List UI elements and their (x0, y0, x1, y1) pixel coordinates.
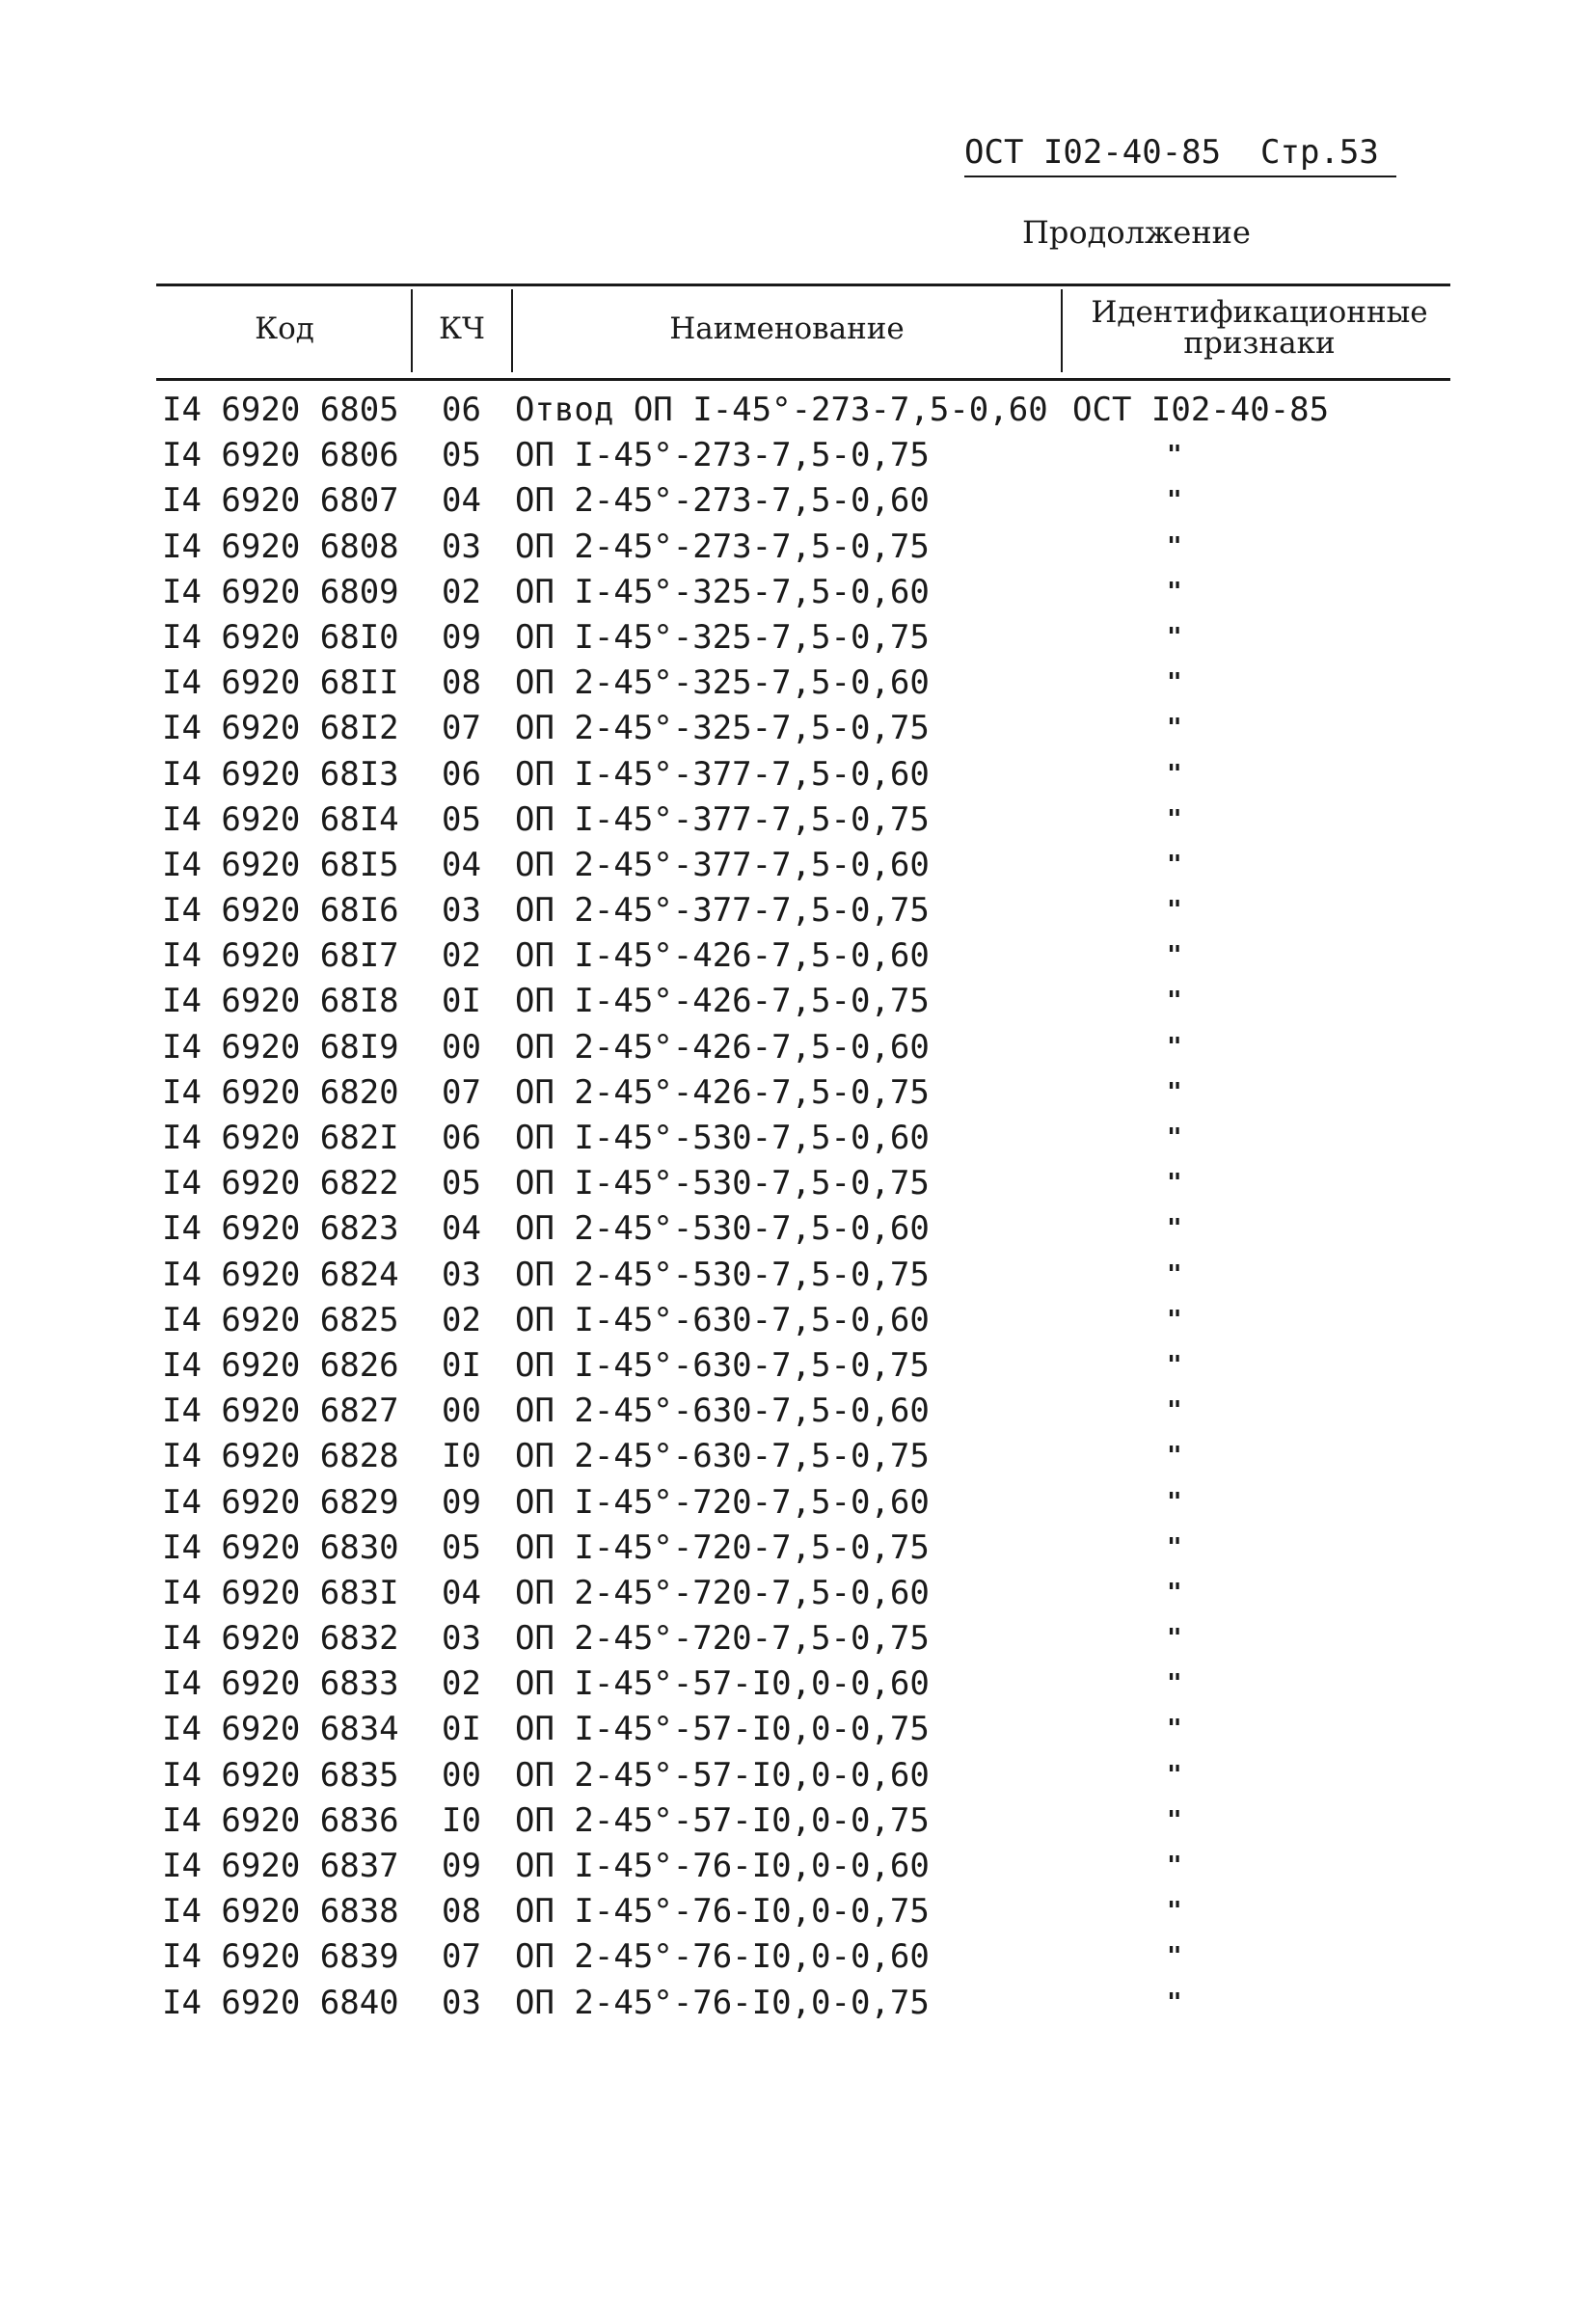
row-kch: 05 (442, 1527, 481, 1567)
row-name: ОП I-45°-720-7,5-0,60 (515, 1482, 930, 1522)
table-row (0, 661, 1595, 706)
row-code: I4 6920 68I7 (162, 936, 399, 976)
row-name: ОП 2-45°-426-7,5-0,60 (515, 1027, 930, 1067)
row-kch: 00 (442, 1027, 481, 1067)
row-kch: 07 (442, 709, 481, 748)
table-row (0, 1889, 1595, 1934)
table-row (0, 1434, 1595, 1479)
table-row (0, 1116, 1595, 1161)
table-row (0, 1844, 1595, 1889)
row-identification: " (1167, 1442, 1182, 1472)
table-row (0, 1981, 1595, 2026)
row-kch: 05 (442, 1164, 481, 1203)
row-name: ОП I-45°-325-7,5-0,60 (515, 572, 930, 611)
row-kch: 09 (442, 1482, 481, 1522)
table-row (0, 1480, 1595, 1526)
row-code: I4 6920 68I2 (162, 709, 399, 748)
row-name: ОП I-45°-57-I0,0-0,75 (515, 1710, 930, 1749)
row-kch: 09 (442, 617, 481, 657)
row-code: I4 6920 6827 (162, 1392, 399, 1431)
row-code: I4 6920 68I0 (162, 617, 399, 657)
row-identification: ОСТ I02-40-85 (1072, 391, 1330, 429)
table-body (0, 388, 1595, 2026)
row-kch: 02 (442, 1300, 481, 1339)
row-kch: 0I (442, 982, 481, 1021)
row-name: ОП I-45°-630-7,5-0,60 (515, 1300, 930, 1339)
row-kch: 06 (442, 391, 481, 429)
row-name: ОП I-45°-377-7,5-0,60 (515, 754, 930, 794)
column-divider (1061, 289, 1063, 372)
row-code: I4 6920 6820 (162, 1072, 399, 1112)
row-kch: 04 (442, 481, 481, 521)
row-kch: 08 (442, 663, 481, 703)
row-name: ОП I-45°-530-7,5-0,75 (515, 1164, 930, 1203)
row-identification: " (1167, 1077, 1182, 1107)
row-code: I4 6920 68I6 (162, 891, 399, 931)
row-kch: 00 (442, 1755, 481, 1795)
row-name: ОП I-45°-426-7,5-0,75 (515, 982, 930, 1021)
table-row (0, 888, 1595, 933)
table-row (0, 1662, 1595, 1707)
table-row (0, 478, 1595, 524)
row-name: Отвод ОП I-45°-273-7,5-0,60 (515, 391, 1048, 429)
table-row (0, 1798, 1595, 1844)
row-identification: " (1167, 1805, 1182, 1835)
row-code: I4 6920 6838 (162, 1892, 399, 1932)
row-code: I4 6920 6823 (162, 1209, 399, 1249)
table-row (0, 1206, 1595, 1252)
row-identification: " (1167, 986, 1182, 1016)
table-row (0, 933, 1595, 979)
row-code: I4 6920 6832 (162, 1619, 399, 1659)
row-identification: " (1167, 577, 1182, 607)
table-row (0, 615, 1595, 661)
row-code: I4 6920 6837 (162, 1847, 399, 1885)
column-divider (411, 289, 413, 372)
row-name: ОП I-45°-377-7,5-0,75 (515, 799, 930, 839)
row-kch: 03 (442, 527, 481, 566)
row-identification: " (1167, 1305, 1182, 1335)
row-code: I4 6920 6806 (162, 436, 399, 475)
row-code: I4 6920 6840 (162, 1983, 399, 2022)
row-identification: " (1167, 1760, 1182, 1790)
row-kch: 08 (442, 1892, 481, 1932)
continuation-label: Продолжение (1022, 214, 1251, 251)
row-identification: " (1167, 1169, 1182, 1199)
row-code: I4 6920 6809 (162, 572, 399, 611)
row-kch: 03 (442, 891, 481, 931)
row-kch: 04 (442, 1573, 481, 1612)
row-kch: 03 (442, 1255, 481, 1294)
row-kch: 00 (442, 1392, 481, 1431)
table-row (0, 1526, 1595, 1571)
table-row (0, 570, 1595, 615)
row-name: ОП 2-45°-720-7,5-0,60 (515, 1573, 930, 1612)
row-code: I4 6920 6828 (162, 1437, 399, 1476)
row-identification: " (1167, 1851, 1182, 1880)
row-code: I4 6920 6833 (162, 1664, 399, 1704)
table-row (0, 1389, 1595, 1434)
row-kch: 03 (442, 1983, 481, 2022)
table-row (0, 797, 1595, 843)
row-identification: " (1167, 1532, 1182, 1562)
table-row (0, 843, 1595, 888)
row-name: ОП I-45°-273-7,5-0,75 (515, 436, 930, 475)
table-top-rule (156, 284, 1450, 286)
row-code: I4 6920 6807 (162, 481, 399, 521)
row-code: I4 6920 6836 (162, 1800, 399, 1840)
row-identification: " (1167, 1487, 1182, 1517)
row-name: ОП 2-45°-377-7,5-0,75 (515, 891, 930, 931)
row-name: ОП 2-45°-426-7,5-0,75 (515, 1072, 930, 1112)
row-name: ОП 2-45°-720-7,5-0,75 (515, 1619, 930, 1659)
row-kch: 03 (442, 1619, 481, 1659)
row-kch: 09 (442, 1847, 481, 1885)
row-code: I4 6920 6834 (162, 1710, 399, 1749)
row-name: ОП I-45°-530-7,5-0,60 (515, 1119, 930, 1157)
row-name: ОП 2-45°-630-7,5-0,75 (515, 1437, 930, 1476)
row-code: I4 6920 6839 (162, 1937, 399, 1977)
column-header-identification: Идентификационные признаки (1091, 295, 1428, 361)
row-code: I4 6920 6825 (162, 1300, 399, 1339)
table-row (0, 1934, 1595, 1980)
row-identification: " (1167, 1214, 1182, 1244)
row-kch: 07 (442, 1072, 481, 1112)
row-name: ОП I-45°-76-I0,0-0,60 (515, 1847, 930, 1885)
row-name: ОП 2-45°-273-7,5-0,75 (515, 527, 930, 566)
row-identification: " (1167, 1987, 1182, 2017)
row-kch: 04 (442, 845, 481, 884)
row-kch: 07 (442, 1937, 481, 1977)
table-row (0, 1343, 1595, 1389)
header-underline (964, 176, 1396, 177)
table-row (0, 1298, 1595, 1343)
row-kch: 02 (442, 572, 481, 611)
row-name: ОП 2-45°-57-I0,0-0,75 (515, 1800, 930, 1840)
row-name: ОП 2-45°-377-7,5-0,60 (515, 845, 930, 884)
table-row (0, 1753, 1595, 1798)
row-name: ОП 2-45°-530-7,5-0,75 (515, 1255, 930, 1294)
table-row (0, 1161, 1595, 1206)
row-name: ОП 2-45°-325-7,5-0,75 (515, 709, 930, 748)
row-kch: 05 (442, 436, 481, 475)
row-identification: " (1167, 1123, 1182, 1152)
table-row (0, 525, 1595, 570)
row-name: ОП I-45°-325-7,5-0,75 (515, 617, 930, 657)
row-identification: " (1167, 1897, 1182, 1927)
row-identification: " (1167, 1032, 1182, 1062)
row-identification: " (1167, 622, 1182, 652)
row-name: ОП 2-45°-57-I0,0-0,60 (515, 1755, 930, 1795)
row-identification: " (1167, 531, 1182, 561)
row-code: I4 6920 68I8 (162, 982, 399, 1021)
row-kch: 02 (442, 1664, 481, 1704)
table-row (0, 979, 1595, 1024)
row-identification: " (1167, 1259, 1182, 1289)
row-code: I4 6920 68I9 (162, 1027, 399, 1067)
table-row (0, 1616, 1595, 1662)
table-row (0, 752, 1595, 797)
column-header-code: Код (255, 311, 314, 346)
row-name: ОП I-45°-76-I0,0-0,75 (515, 1892, 930, 1932)
row-identification: " (1167, 1578, 1182, 1608)
column-divider (511, 289, 513, 372)
row-code: I4 6920 68II (162, 663, 399, 703)
row-code: I4 6920 6805 (162, 391, 399, 429)
row-name: ОП I-45°-57-I0,0-0,60 (515, 1664, 930, 1704)
row-name: ОП 2-45°-76-I0,0-0,60 (515, 1937, 930, 1977)
row-identification: " (1167, 1350, 1182, 1380)
row-code: I4 6920 6808 (162, 527, 399, 566)
row-kch: 0I (442, 1345, 481, 1385)
row-name: ОП I-45°-720-7,5-0,75 (515, 1527, 930, 1567)
row-identification: " (1167, 668, 1182, 698)
row-code: I4 6920 68I3 (162, 754, 399, 794)
column-header-name: Наименование (669, 311, 905, 346)
row-code: I4 6920 6829 (162, 1482, 399, 1522)
table-row (0, 1571, 1595, 1616)
row-kch: I0 (442, 1800, 481, 1840)
row-identification: " (1167, 850, 1182, 879)
row-identification: " (1167, 1669, 1182, 1699)
row-kch: 02 (442, 936, 481, 976)
page-header (964, 133, 1379, 172)
table-row (0, 1025, 1595, 1070)
row-identification: " (1167, 1942, 1182, 1972)
row-kch: 04 (442, 1209, 481, 1249)
row-identification: " (1167, 1715, 1182, 1744)
table-row (0, 1070, 1595, 1116)
row-name: ОП 2-45°-530-7,5-0,60 (515, 1209, 930, 1249)
row-identification: " (1167, 441, 1182, 471)
table-row (0, 706, 1595, 751)
row-code: I4 6920 68I5 (162, 845, 399, 884)
row-kch: 06 (442, 754, 481, 794)
row-identification: " (1167, 941, 1182, 971)
row-code: I4 6920 68I4 (162, 799, 399, 839)
row-identification: " (1167, 896, 1182, 926)
row-code: I4 6920 682I (162, 1119, 399, 1157)
row-identification: " (1167, 1396, 1182, 1426)
row-kch: 06 (442, 1119, 481, 1157)
row-identification: " (1167, 714, 1182, 743)
doc-reference: ОСТ I02-40-85 Стр.53 (964, 133, 1379, 172)
row-code: I4 6920 6822 (162, 1164, 399, 1203)
row-name: ОП I-45°-426-7,5-0,60 (515, 936, 930, 976)
row-name: ОП 2-45°-76-I0,0-0,75 (515, 1983, 930, 2022)
column-header-kch: КЧ (439, 311, 485, 346)
row-name: ОП 2-45°-273-7,5-0,60 (515, 481, 930, 521)
row-code: I4 6920 6835 (162, 1755, 399, 1795)
row-kch: 0I (442, 1710, 481, 1749)
table-row (0, 388, 1595, 433)
row-code: I4 6920 683I (162, 1573, 399, 1612)
row-code: I4 6920 6826 (162, 1345, 399, 1385)
row-kch: 05 (442, 799, 481, 839)
row-name: ОП I-45°-630-7,5-0,75 (515, 1345, 930, 1385)
row-identification: " (1167, 759, 1182, 789)
row-code: I4 6920 6830 (162, 1527, 399, 1567)
table-row (0, 1707, 1595, 1752)
row-kch: I0 (442, 1437, 481, 1476)
row-identification: " (1167, 804, 1182, 834)
table-row (0, 1253, 1595, 1298)
row-name: ОП 2-45°-325-7,5-0,60 (515, 663, 930, 703)
table-row (0, 433, 1595, 478)
table-header-bottom-rule (156, 378, 1450, 381)
row-identification: " (1167, 1624, 1182, 1654)
row-identification: " (1167, 486, 1182, 516)
row-name: ОП 2-45°-630-7,5-0,60 (515, 1392, 930, 1431)
row-code: I4 6920 6824 (162, 1255, 399, 1294)
